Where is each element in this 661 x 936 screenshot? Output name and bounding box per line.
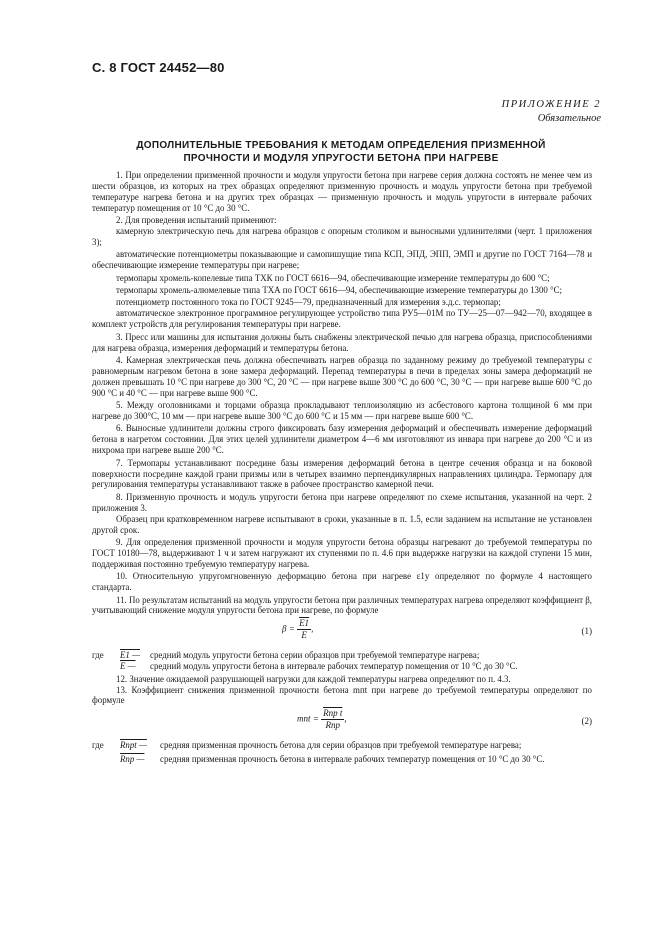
legend-symbol: Rпр — xyxy=(120,754,145,765)
paragraph: автоматические потенциометры показывающие и самопишущие типа КСП, ЭПД, ЭПП, ЭМП и другие по ГОСТ 7164—78 и обеспечивающие измерение температуры при нагреве; xyxy=(92,249,592,271)
document-body xyxy=(92,170,592,765)
paragraph: камерную электрическую печь для нагрева образцов с опорным столиком и выносными удлинителями (черт. 1 приложения 3); xyxy=(92,226,592,247)
paragraph: 12. Значение ожидаемой разрушающей нагрузки для каждой температуры нагрева определяют по п. 4.3. xyxy=(116,673,511,684)
legend-text: средний модуль упругости бетона в интервале рабочих температур помещения от 10 °С до 30 °С. xyxy=(150,661,518,672)
page-header: С. 8 ГОСТ 24452—80 xyxy=(92,60,225,75)
legend-row xyxy=(92,754,592,765)
paragraph: 4. Камерная электрическая печь должна обеспечивать нагрев образца по заданному режиму до требуемой температуры с равномерным нагревом бетона в зоне замера деформаций. Перепад температуры в печи в пределах зоны замера деформаций не должен превышать 10 °С при нагреве до 300 °С, 20 °С — при нагреве выше 300 °С до 600 °С, 30 °С — при нагреве выше 600 °С до 900 °С и 40 °С — при нагреве выше 900 °С. xyxy=(92,355,592,398)
paragraph: 7. Термопары устанавливают посредине базы измерения деформаций бетона в центре сечения образца и на боковой поверхности посредине каждой грани призмы или в четырех взаимно перпендикулярных направлениях цилиндра. Термопару для регулирования температуры устанавливают также в рабочее пространство камерной печи. xyxy=(92,457,592,490)
legend-text: средний модуль упругости бетона серии образцов при требуемой температуре нагрева; xyxy=(150,650,480,661)
legend-row xyxy=(92,650,592,661)
legend-symbol: E — xyxy=(120,661,136,672)
paragraph: 1. При определении призменной прочности и модуля упругости бетона при нагреве серия должна состоять не менее чем из шести образцов, из которых на трех образцах определяют призменную прочность и модуль упругости бетона при требуемой температуре нагрева бетона и на других трех образцах — призменную прочность и модуль упругости в интервале рабочих температур помещения от 10 °С до 30 °С. xyxy=(92,170,592,213)
appendix-label xyxy=(502,98,601,126)
formula-lhs: mпt = xyxy=(297,713,319,724)
paragraph: 6. Выносные удлинители должны строго фиксировать базу измерения деформаций и обеспечивать измерение деформаций бетона в нагретом состоянии. Для этих целей удлинители диаметром 4—6 мм изготовляют из инвара при нагреве до 200 °С и из нихрома при нагреве выше 200 °С. xyxy=(92,423,592,456)
formula-1: β = $\frac{E1}{E}$ , (1) xyxy=(282,618,592,641)
paragraph: Образец при кратковременном нагреве испытывают в сроки, указанные в п. 1.5, если заданием на испытание не установлен другой срок. xyxy=(92,513,592,535)
formula-number: (2) xyxy=(581,716,592,727)
paragraph: 10. Относительную упругомгновенную деформацию бетона при нагреве ε1y определяют по формуле 4 настоящего стандарта. xyxy=(92,571,592,593)
paragraph: 5. Между оголовниками и торцами образца прокладывают теплоизоляцию из асбестового картона толщиной 6 мм при нагреве до 300°С, 10 мм — при нагреве выше 300 °С до 600 °С и 15 мм — при нагреве выше 600 °С. xyxy=(92,400,592,422)
paragraph: 13. Коэффициент снижения призменной прочности бетона mпt при нагреве до требуемой температуры определяют по формуле xyxy=(92,684,592,706)
formula-numerator: Rпр t xyxy=(323,708,343,719)
paragraph: 9. Для определения призменной прочности и модуля упругости бетона образцы нагревают до требуемой температуры по ГОСТ 10180—78, выдерживают 1 ч и затем нагружают их ступенями по п. 4.6 при выдержке нагрузки на каждой ступени 15 мин, поддерживая постоянно требуемую температуру нагрева. xyxy=(92,537,592,569)
legend-prefix xyxy=(92,754,120,765)
legend-text: средняя призменная прочность бетона для серии образцов при требуемой температуре нагрева; xyxy=(160,740,522,751)
paragraph: 8. Призменную прочность и модуль упругости бетона при нагреве определяют по схеме испытания, указанной на черт. 2 приложения 3. xyxy=(92,491,592,513)
paragraph: потенциометр постоянного тока по ГОСТ 9245—79, предназначенный для измерения э.д.с. термопар; xyxy=(116,297,501,308)
formula-numerator: E1 xyxy=(299,618,310,629)
formula-denominator: Rпр xyxy=(325,720,340,731)
legend-prefix: где xyxy=(92,650,104,661)
appendix-number: ПРИЛОЖЕНИЕ 2 xyxy=(501,99,601,110)
title-line: ДОПОЛНИТЕЛЬНЫЕ ТРЕБОВАНИЯ К МЕТОДАМ ОПРЕДЕЛЕНИЯ ПРИЗМЕННОЙ xyxy=(136,140,546,151)
legend-symbol: E1 — xyxy=(120,650,140,661)
paragraph: термопары хромель-алюмелевые типа ТХА по ГОСТ 6616—94, обеспечивающие измерение температуры до 1300 °С; xyxy=(116,285,563,296)
paragraph: 3. Пресс или машины для испытания должны быть снабжены электрической печью для нагрева образца, приспособлениями для нагрева образца, измерения деформаций и температуры бетона. xyxy=(92,331,592,353)
paragraph: 2. Для проведения испытаний применяют: xyxy=(116,215,277,226)
formula-lhs: β = xyxy=(282,623,295,634)
paragraph: автоматическое электронное программное регулирующее устройство типа РУ5—01М по ТУ—25—07—942—70, входящее в комплект устройств для регулирования температуры при нагреве. xyxy=(92,308,592,330)
formula-number: (1) xyxy=(581,626,592,637)
appendix-status: Обязательное xyxy=(537,113,601,124)
formula-2: mпt = $\frac{\text{Rпр t}}{\text{Rпр}}$ , (2) xyxy=(297,708,592,731)
legend-prefix: где xyxy=(92,740,104,751)
section-title xyxy=(96,140,586,165)
paragraph: термопары хромель-копелевые типа ТХК по ГОСТ 6616—94, обеспечивающие измерение температуры до 600 °С; xyxy=(116,272,550,283)
formula-denominator: E xyxy=(301,630,307,641)
title-line: ПРОЧНОСТИ И МОДУЛЯ УПРУГОСТИ БЕТОНА ПРИ НАГРЕВЕ xyxy=(183,152,499,164)
legend-symbol: Rпрt — xyxy=(120,740,147,751)
legend-row xyxy=(92,740,592,751)
legend-row xyxy=(92,661,592,672)
legend-prefix xyxy=(92,661,120,672)
paragraph: 11. По результатам испытаний на модуль упругости бетона при различных температурах нагрева определяют коэффициент β, учитывающий снижение модуля упругости бетона при нагреве, по формуле xyxy=(92,594,592,616)
legend-text: средняя призменная прочность бетона в интервале рабочих температур помещения от 10 °С до 30 °С. xyxy=(160,754,545,765)
